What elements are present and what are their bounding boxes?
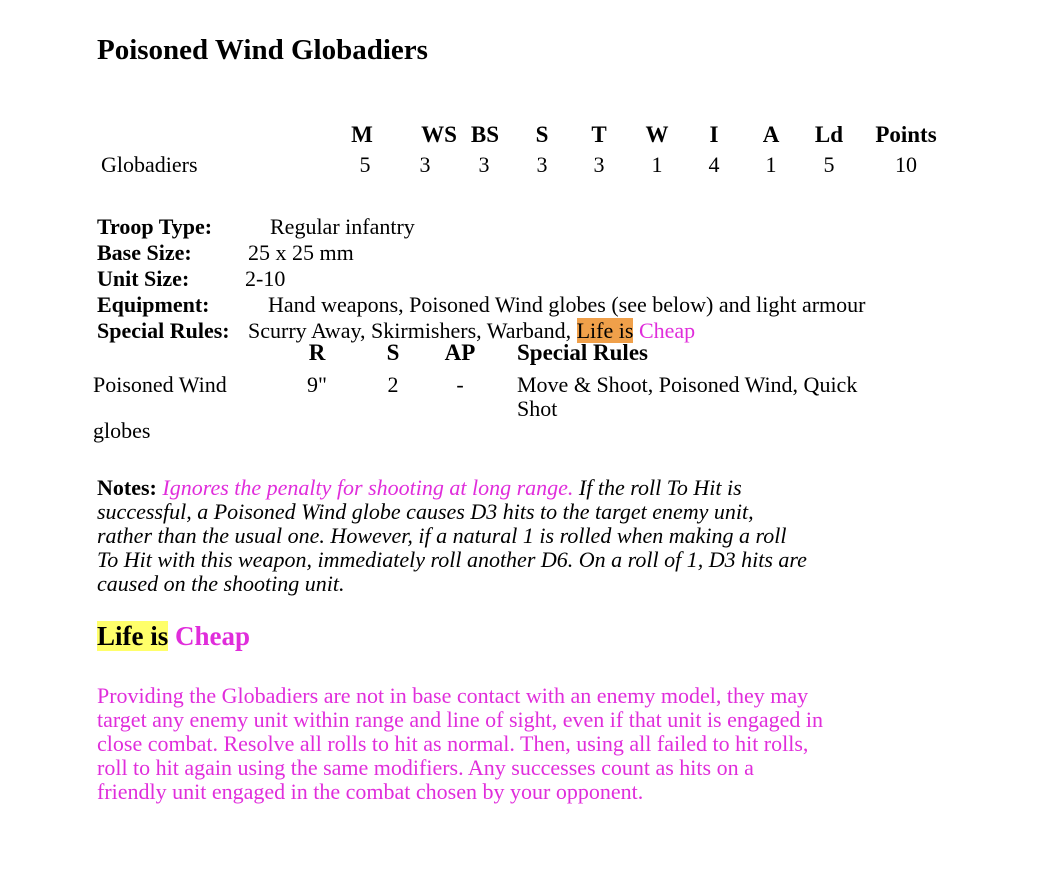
special-rules-highlight: Life is: [576, 318, 634, 343]
stat-header-a: A: [762, 122, 780, 147]
section-heading: [97, 621, 250, 652]
stat-value-bs: 3: [478, 152, 490, 177]
equipment-value: Hand weapons, Poisoned Wind globes (see below) and light armour: [268, 292, 866, 317]
weapon-strength: 2: [387, 372, 399, 397]
stat-value-s: 3: [536, 152, 548, 177]
unit-size-label: Unit Size:: [97, 266, 190, 291]
stat-value-m: 5: [359, 152, 371, 177]
weapon-rules-line1: Move & Shoot, Poisoned Wind, Quick: [517, 372, 858, 397]
weapon-header-special-rules: Special Rules: [517, 340, 648, 365]
troop-type-label: Troop Type:: [97, 214, 213, 239]
weapon-header-range: R: [308, 340, 326, 365]
stat-value-w: 1: [651, 152, 663, 177]
weapon-header-strength: S: [386, 340, 400, 365]
weapon-name-line1: Poisoned Wind: [93, 372, 227, 397]
notes-label: Notes:: [97, 475, 157, 500]
stat-value-points: 10: [895, 152, 917, 177]
stat-value-a: 1: [765, 152, 777, 177]
unit-size-value: 2-10: [245, 266, 286, 291]
notes-paragraph: [97, 476, 812, 596]
stat-header-s: S: [535, 122, 549, 147]
stat-header-w: W: [645, 122, 669, 147]
stat-header-ws: WS: [421, 122, 457, 147]
stat-header-ld: Ld: [814, 122, 844, 147]
stat-header-points: Points: [875, 122, 937, 147]
stat-value-i: 4: [708, 152, 720, 177]
weapon-ap: -: [456, 372, 464, 397]
stat-header-bs: BS: [470, 122, 500, 147]
unit-name: Globadiers: [101, 152, 198, 177]
page-title: Poisoned Wind Globadiers: [97, 34, 428, 66]
section-heading-pink: Cheap: [168, 621, 251, 651]
weapon-header-ap: AP: [444, 340, 476, 365]
notes-highlight-text: Ignores the penalty for shooting at long range.: [162, 475, 574, 500]
section-heading-highlight: Life is: [97, 621, 169, 651]
stat-value-ws: 3: [419, 152, 431, 177]
stat-header-i: I: [709, 122, 719, 147]
section-body: Providing the Globadiers are not in base contact with an enemy model, they may target any enemy unit within range and line of sight, even if that unit is engaged in close combat. Resolve all rolls to hit as normal. Then, using all failed to hit rolls, roll to hit again using the same modifiers. Any successes count as hits on a friendly unit engaged in the combat chosen by your opponent.: [97, 683, 824, 804]
special-rules-link[interactable]: Cheap: [633, 318, 696, 343]
base-size-value: 25 x 25 mm: [248, 240, 354, 265]
stat-header-m: M: [351, 122, 373, 147]
special-rules-label: Special Rules:: [97, 318, 230, 343]
notes-text: If the roll To Hit is successful, a Poisoned Wind globe causes D3 hits to the target enemy unit, rather than the usual one. However, if a natural 1 is rolled when making a roll To Hit with this weapon, immediately roll another D6. On a roll of 1, D3 hits are caused on the shooting unit.: [97, 475, 807, 596]
weapon-range: 9": [307, 372, 327, 397]
equipment-label: Equipment:: [97, 292, 210, 317]
weapon-name-line2: globes: [93, 418, 151, 443]
stat-value-ld: 5: [823, 152, 835, 177]
base-size-label: Base Size:: [97, 240, 192, 265]
stat-header-t: T: [591, 122, 607, 147]
special-rules-text: Scurry Away, Skirmishers, Warband,: [248, 318, 577, 343]
troop-type-value: Regular infantry: [270, 214, 415, 239]
stat-value-t: 3: [593, 152, 605, 177]
weapon-rules-line2: Shot: [517, 396, 558, 421]
